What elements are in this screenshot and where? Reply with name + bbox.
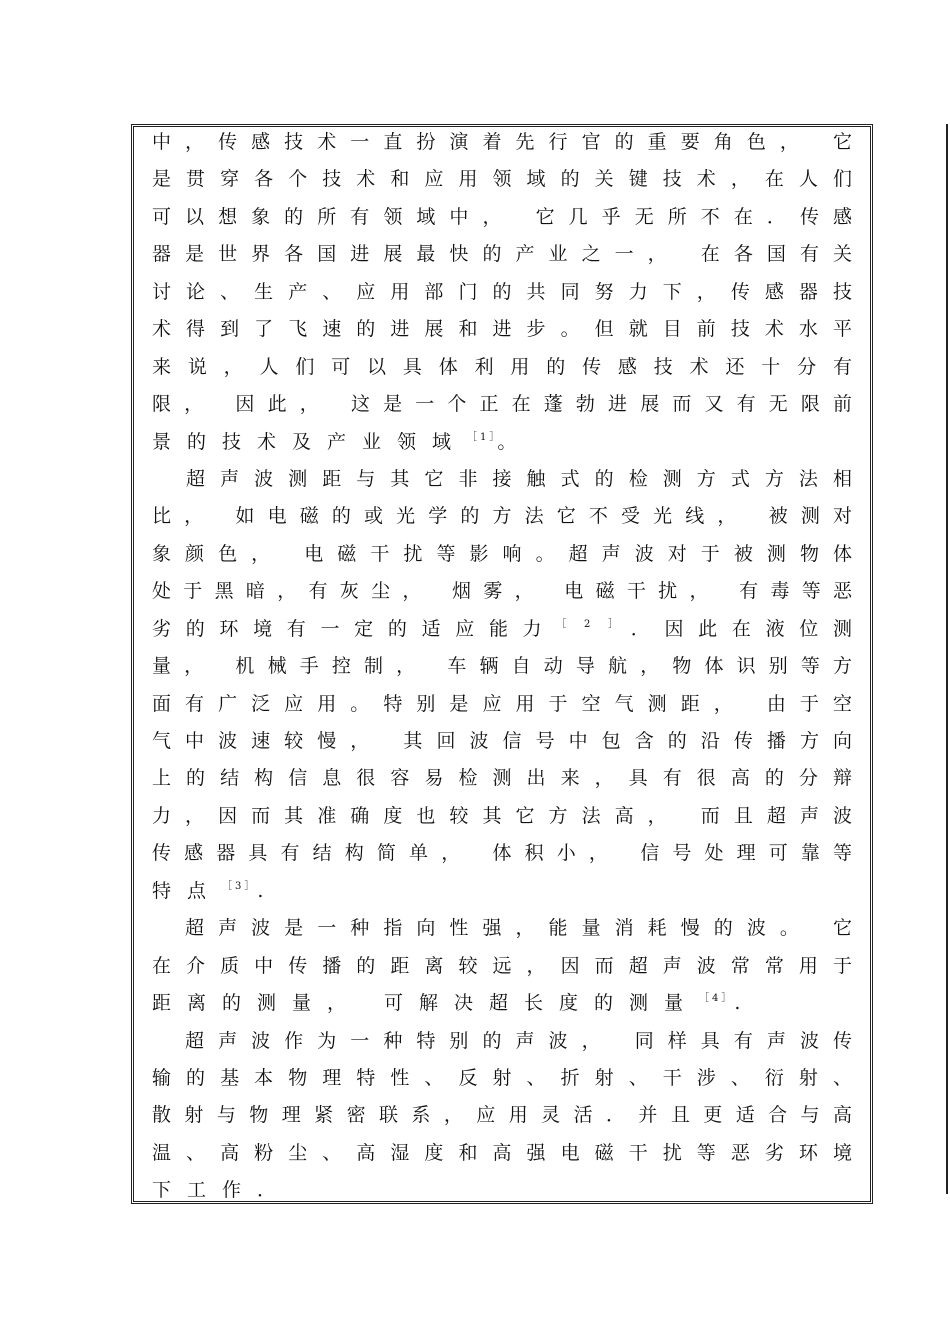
text-line bbox=[152, 1023, 852, 1060]
text-line bbox=[152, 723, 852, 760]
line-text: 散射与物理紧密联系，应用灵活．并且更适合与高 bbox=[152, 1104, 852, 1127]
line-tail: . bbox=[734, 992, 757, 1015]
text-line bbox=[152, 349, 852, 386]
line-text: 是贯穿各个技术和应用领域的关键技术，在人们 bbox=[152, 168, 852, 191]
text-line bbox=[152, 199, 852, 236]
line-text: 可以想象的所有领域中， 它几乎无所不在．传感 bbox=[152, 205, 852, 228]
line-text: 象颜色， 电磁干扰等影响。超声波对于被测物体 bbox=[152, 542, 852, 565]
line-text: 超声波作为一种特别的声波， 同样具有声波传 bbox=[152, 1029, 852, 1052]
line-tail: 。 bbox=[497, 430, 533, 453]
line-text: 器是世界各国进展最快的产业之一， 在各国有关 bbox=[152, 243, 852, 266]
line-text: 距离的测量， 可解决超长度的测量 bbox=[152, 992, 700, 1015]
text-line bbox=[152, 1172, 852, 1209]
text-line bbox=[152, 498, 852, 535]
line-text: 处于黑暗，有灰尘， 烟雾， 电磁干扰， 有毒等恶 bbox=[152, 580, 852, 603]
text-line bbox=[152, 536, 852, 573]
line-text: 超声波测距与其它非接触式的检测方式方法相 bbox=[152, 467, 852, 490]
text-line bbox=[152, 835, 852, 872]
line-text: 力，因而其准确度也较其它方法高， 而且超声波 bbox=[152, 804, 852, 827]
text-line bbox=[152, 1097, 852, 1134]
line-text: 温、高粉尘、高湿度和高强电磁干扰等恶劣环境 bbox=[152, 1141, 852, 1164]
line-text: 超声波是一种指向性强，能量消耗慢的波。 它 bbox=[152, 917, 852, 940]
text-line bbox=[152, 948, 852, 985]
page-edge-rule bbox=[946, 124, 948, 1194]
text-line bbox=[152, 686, 852, 723]
text-line bbox=[152, 311, 852, 348]
text-line bbox=[152, 386, 852, 423]
line-tail: ．因此在液位测 bbox=[630, 617, 852, 640]
line-text: 面有广泛应用。特别是应用于空气测距， 由于空 bbox=[152, 692, 852, 715]
text-line bbox=[152, 873, 852, 910]
line-text: 劣的环境有一定的适应能力 bbox=[152, 617, 557, 640]
text-line bbox=[152, 611, 852, 648]
text-line bbox=[152, 910, 852, 947]
text-line bbox=[152, 124, 852, 161]
text-line bbox=[152, 161, 852, 198]
line-text: 中，传感技术一直扮演着先行官的重要角色， 它 bbox=[152, 131, 852, 153]
line-text: 术得到了飞速的进展和进步。但就目前技术水平 bbox=[152, 318, 852, 341]
text-line bbox=[152, 573, 852, 610]
line-text: 比， 如电磁的或光学的方法它不受光线， 被测对 bbox=[152, 505, 852, 528]
text-line bbox=[152, 424, 852, 461]
text-line bbox=[152, 648, 852, 685]
text-line bbox=[152, 236, 852, 273]
text-line bbox=[152, 985, 852, 1022]
line-text: 输的基本物理特性、反射、折射、干涉、衍射、 bbox=[152, 1066, 852, 1089]
line-text: 在介质中传播的距离较远，因而超声波常常用于 bbox=[152, 954, 852, 977]
line-text: 上的结构信息很容易检测出来，具有很高的分辩 bbox=[152, 767, 852, 790]
line-text: 景的技术及产业领域 bbox=[152, 430, 468, 453]
text-line bbox=[152, 798, 852, 835]
line-text: 限， 因此， 这是一个正在蓬勃进展而又有无限前 bbox=[152, 393, 852, 416]
text-line bbox=[152, 461, 852, 498]
body-text bbox=[152, 124, 852, 1210]
text-line bbox=[152, 1135, 852, 1172]
line-text: 特点 bbox=[152, 879, 223, 902]
text-line bbox=[152, 760, 852, 797]
line-text: 气中波速较慢， 其回波信号中包含的沿传播方向 bbox=[152, 730, 852, 752]
line-text: 量， 机械手控制， 车辆自动导航，物体识别等方 bbox=[152, 655, 852, 678]
line-text: 下工作． bbox=[152, 1179, 293, 1202]
line-text: 来说，人们可以具体利用的传感技术还十分有 bbox=[152, 355, 852, 378]
line-tail: . bbox=[257, 879, 280, 902]
line-text: 讨论、生产、应用部门的共同努力下，传感器技 bbox=[152, 280, 852, 303]
citation-ref: ［3］ bbox=[222, 880, 258, 892]
text-line bbox=[152, 274, 852, 311]
text-line bbox=[152, 1060, 852, 1097]
citation-ref: ［2］ bbox=[556, 618, 631, 630]
citation-ref: ［4］ bbox=[699, 993, 735, 1005]
line-text: 传感器具有结构简单， 体积小， 信号处理可靠等 bbox=[152, 842, 852, 865]
citation-ref: ［1］ bbox=[467, 431, 498, 443]
